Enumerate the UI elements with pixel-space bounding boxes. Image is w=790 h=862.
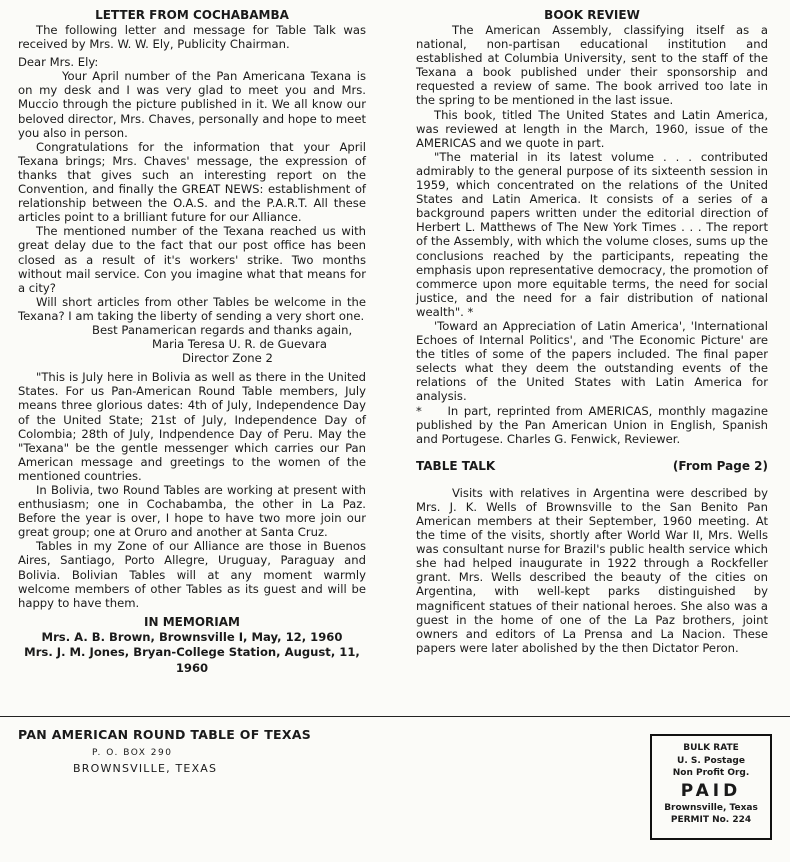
table-talk-continued: (From Page 2) <box>672 458 768 473</box>
memoriam-entry: Mrs. A. B. Brown, Brownsville I, May, 12, 1960 <box>41 629 343 644</box>
review-footnote-block <box>416 404 768 446</box>
right-column <box>416 8 768 655</box>
city: BROWNSVILLE, TEXAS <box>73 762 218 775</box>
article-paragraph: In Bolivia, two Round Tables are working at present with enthusiasm; one in Cochabamba, the other in La Paz. Before the year is over, I hope to have two more join our great group; one at Oruro and another at Santa Cruz. <box>18 483 366 540</box>
review-paragraph: This book, titled The United States and Latin America, was reviewed at length in the March, 1960, issue of the AMERICAS and we quote in part. <box>416 107 768 150</box>
letter-paragraph: Your April number of the Pan Americana Texana is on my desk and I was very glad to meet you and Mrs. Muccio through the picture published in it. We all know our beloved director, Mrs. Chaves, personally and hope to meet you also in person. <box>18 69 366 140</box>
footer <box>18 727 311 775</box>
letter-paragraph: The mentioned number of the Texana reached us with great delay due to the fact that our post office has been closed as a result of it's workers' strike. Two months without mail service. Con you imagine what that means for a city? <box>18 224 366 295</box>
review-paragraph: The American Assembly, classifying itself as a national, non-partisan educational institution and established at Columbia University, sent to the staff of the Texana a book published under their sponsorship and requested a review of same. The book arrived too late in the spring to be mentioned in the last issue. <box>416 23 768 108</box>
postage-permit-box <box>650 734 772 840</box>
review-footnote: In part, reprinted from AMERICAS, monthly magazine published by the Pan American Union in English, Spanish and Portugese. Charles G. Fenwick, Reviewer. <box>416 403 768 446</box>
po-box: P. O. BOX 290 <box>92 748 173 758</box>
article-paragraph: Tables in my Zone of our Alliance are those in Buenos Aires, Santiago, Porto Allegre, Uruguay, Paraguay and Bolivia. Bolivian Tables will at any moment warmly welcome members of other Tables as its guest and will be happy to have them. <box>18 539 366 610</box>
memoriam-entry: Mrs. J. M. Jones, Bryan-College Station, August, 11, 1960 <box>24 645 360 675</box>
review-paragraph: 'Toward an Appreciation of Latin America', 'International Echoes of Internal Politics', and 'The Economic Picture' are the titles of some of the papers included. The final paper selects what they deem the outstanding events of the relations of the United States with Latin America for analysis. <box>416 318 768 404</box>
left-column <box>18 8 366 676</box>
book-review-title: BOOK REVIEW <box>544 8 640 22</box>
organization-name: PAN AMERICAN ROUND TABLE OF TEXAS <box>18 727 312 742</box>
signature-title: Director Zone 2 <box>182 351 273 366</box>
table-talk-title: TABLE TALK <box>416 458 496 473</box>
permit-postage: U. S. Postage <box>677 755 745 766</box>
memoriam-title: IN MEMORIAM <box>144 614 240 629</box>
permit-city: Brownsville, Texas <box>664 802 758 813</box>
permit-nonprofit: Non Profit Org. <box>672 768 750 778</box>
letter-intro: The following letter and message for Table Talk was received by Mrs. W. W. Ely, Publicity Chairman. <box>18 23 366 52</box>
footer-divider <box>0 716 790 717</box>
article-paragraph: "This is July here in Bolivia as well as there in the United States. For us Pan-American Round Table members, July means three glorious dates: 4th of July, Independence Day of the United State; 21st of July, Independence Day of Colombia; 28th of July, Indpendence Day of Peru. May the "Texana" be the gentle messenger which carries our Pan American message and greetings to the women of the mentioned countries. <box>18 370 366 483</box>
letter-paragraph: Congratulations for the information that your April Texana brings; Mrs. Chaves' message, the expression of thanks that gives such an interesting report on the Convention, and finally the GREAT NEWS: establishment of relationship between the O.A.S. and the P.A.R.T. All these articles point to a brilliant future for our Alliance. <box>18 139 366 225</box>
table-talk-paragraph: Visits with relatives in Argentina were described by Mrs. J. K. Wells of Brownsville to the San Benito Pan American members at their September, 1960 meeting. At the time of the visits, shortly after World War II, Mrs. Wells was consultant nurse for Brazil's public health service which she had helped inaugurate in 1922 through a Rockfeller grant. Mrs. Wells described the beauty of the cities on Argentina, with well-kept parks distinguished by magnificent statues of their national heroes. She also was a guest in the home of one of the La Paz brothers, joint owners and editors of La Prensa and La Nacion. These papers were later abolished by the then Dictator Peron. <box>416 485 768 655</box>
letter-paragraph: Will short articles from other Tables be welcome in the Texana? I am taking the liberty of sending a very short one. <box>18 294 366 323</box>
permit-bulk-rate: BULK RATE <box>683 743 739 753</box>
review-quote: "The material in its latest volume . . . contributed admirably to the general purpose of its sixteenth session in 1959, which concentrated on the relations of the United States and Latin America. It consists of a series of a background papers written under the editorial direction of Herbert L. Matthews of The New York Times . . . The report of the Assembly, with which the volume closes, sums up the conclusions reached by the participants, repeating the emphasis upon representative democracy, the promotion of commerce upon more equitable terms, the need for social justice, and the need for a fair distribution of national wealth". * <box>416 149 768 319</box>
letter-title: LETTER FROM COCHABAMBA <box>95 8 289 22</box>
footnote-mark: * <box>416 403 422 418</box>
table-talk-header <box>416 459 768 473</box>
signature-name: Maria Teresa U. R. de Guevara <box>152 337 327 352</box>
letter-salutation: Dear Mrs. Ely: <box>18 55 99 70</box>
permit-paid: PAID <box>680 780 742 801</box>
permit-number: PERMIT No. 224 <box>670 815 752 825</box>
letter-closing: Best Panamerican regards and thanks again, <box>92 322 353 337</box>
